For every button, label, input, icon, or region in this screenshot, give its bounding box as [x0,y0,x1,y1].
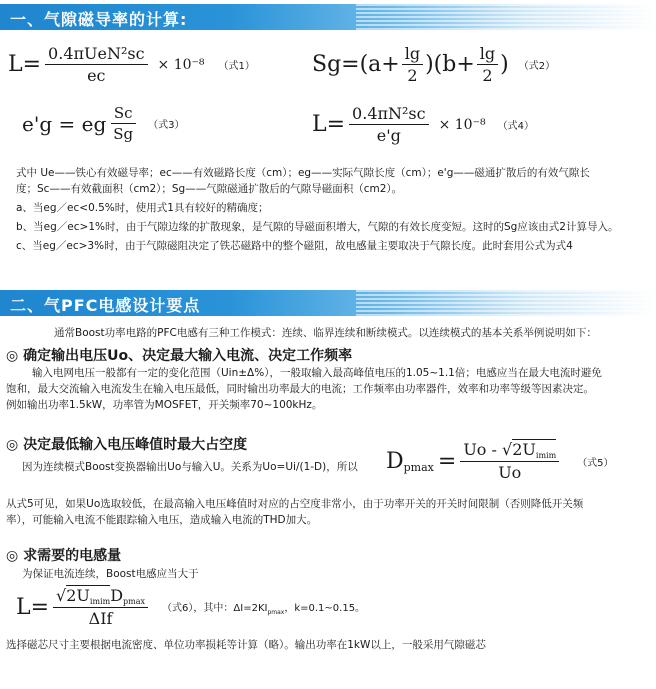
eq5-lhs-subscript: pmax [403,460,434,474]
paragraph-input-range-line-3: 例如输出功率1.5kW，功率管为MOSFET，开关频率70~100kHz。 [6,399,323,411]
eq1-label: （式1） [218,61,255,72]
eq6-radicand [66,585,110,605]
banner-stripes [356,4,656,30]
eq4-denominator: e'g [376,126,401,145]
eq3-label: （式3） [148,120,185,131]
condition-b: b、当eg／ec>1%时，由于气隙边缘的扩散现象，是气隙的导磁面积增大，气隙的有效长度变短。这时的Sg应该由式2计算导入。 [16,221,619,233]
eq5-numerator [460,440,559,462]
eq2-f2-numerator: lg [477,44,498,65]
eq1-lhs: L= [8,52,42,77]
eq2-mid: )(b+ [425,52,475,77]
eq2-f2-denominator: 2 [482,66,493,85]
equation-2 [312,44,555,85]
banner-stripes [356,290,656,316]
definitions-line-1: 式中 Ue——铁心有效磁导率；ec——有效磁路长度（cm）；eg——实际气隙长度（cm）；e'g——磁通扩散后的有效气隙长 [16,167,590,179]
eq6-label-tail: ，k=0.1~0.15。 [284,602,366,614]
definitions-block [16,165,652,254]
sqrt-icon: √ [502,440,513,459]
eq5-radicand [512,439,556,459]
condition-a: a、当eg／ec<0.5%时，使用式1具有较好的精确度； [16,202,269,214]
eq1-denominator: ec [87,66,106,85]
definitions-line-2: 度；Sc——有效截面积（cm2）；Sg——气隙磁通扩散后的气隙导磁面积（cm2）。 [16,183,403,195]
sqrt-icon: √ [56,586,67,605]
eq4-multiplier: × 10⁻⁸ [438,116,486,133]
eq1-fraction [45,44,148,85]
paragraph-eq5-note [6,496,654,528]
eq5-lhs [386,449,434,474]
eq4-lhs: L= [312,112,346,137]
eq6-denominator: ΔIf [88,609,113,628]
paragraph-boost-relation: 因为连续模式Boost变换器输出Uo与输入U。关系为Uo=Ui/(1-D)，所以 [22,461,358,473]
eq5-label: （式5） [577,457,614,469]
equation-6 [16,586,365,628]
eq2-label: （式2） [518,61,556,72]
eq2-fraction-2 [477,44,498,85]
eq2-f1-denominator: 2 [407,66,418,85]
eq5-numerator-b: 2U [512,440,536,459]
eq5-numerator-a: Uo - [463,440,497,459]
condition-c: c、当eg／ec>3%时，由于气隙磁阻决定了铁芯磁路中的整个磁阻，故电感量主要取决于气隙长度。此时套用公式为式4 [16,240,573,252]
eq3-numerator: Sc [111,104,136,124]
eq3-fraction [110,104,136,143]
eq5-fraction [460,440,559,482]
section-title-2: 二、气PFC电感设计要点 [10,296,201,315]
equation-5 [386,440,614,482]
heading-output-voltage: ◎ 确定输出电压Uo、决定最大输入电流、决定工作频率 [6,348,353,364]
section-banner-1 [0,4,656,30]
eq5-numerator-b-subscript: imim [535,451,557,460]
paragraph-eq5-note-line-1: 从式5可见，如果Uo选取较低，在最高输入电压峰值时对应的占空度非常小，由于功率开关的开关时间限制（否则降低开关频 [6,498,584,510]
paragraph-input-range [6,365,654,413]
eq6-lhs: L= [16,594,50,620]
eq6-numerator-a-subscript: imim [89,597,111,606]
eq2-f1-numerator: lg [402,44,423,65]
eq4-label: （式4） [497,121,534,132]
eq1-multiplier: × 10⁻⁸ [157,56,205,73]
eq1-numerator: 0.4πUeN²sc [45,44,148,65]
equation-1 [8,44,255,85]
eq3-lhs: e'g = eg [22,111,107,136]
eq4-numerator: 0.4πN²sc [349,104,429,125]
eq2-rhs: ) [500,52,509,77]
eq5-denominator: Uo [498,463,522,482]
eq6-label [162,599,365,616]
eq6-numerator-a: 2U [66,586,90,605]
section-banner-2 [0,290,656,316]
paragraph-core-selection: 选择磁芯尺寸主要根据电流密度、单位功率损耗等计算（略）。输出功率在1kW以上，一般采用气隙磁芯 [6,639,486,651]
eq6-fraction [53,586,148,628]
eq6-numerator-b: D [110,586,124,605]
equation-3 [22,104,185,143]
eq4-fraction [349,104,429,145]
equation-4 [312,104,534,145]
paragraph-eq5-note-line-2: 率），可能输入电流不能跟踪输入电压，造成输入电流的THD加大。 [6,514,318,526]
eq6-numerator-b-subscript: pmax [123,597,146,606]
paragraph-input-range-line-1: 输入电网电压一般都有一定的变化范围（Uin±Δ%），一般取输入最高峰值电压的1.05~1.1倍；电感应当在最大电流时避免 [32,367,602,379]
heading-max-duty: ◎ 决定最低输入电压峰值时最大占空度 [6,437,248,453]
eq3-denominator: Sg [113,125,134,143]
eq5-lhs-symbol: D [386,448,404,474]
section-title-1: 一、气隙磁导率的计算: [10,10,188,29]
eq6-label-main: （式6），其中：ΔI=2KI [162,602,268,614]
paragraph-continuous-current: 为保证电流连续，Boost电感应当大于 [22,568,199,580]
intro-paragraph: 通常Boost功率电路的PFC电感有三种工作模式：连续、临界连续和断续模式。以连续模式的基本关系举例说明如下： [54,327,597,339]
eq2-lhs: Sg=(a+ [312,52,400,77]
eq6-label-subscript: pmax [267,608,285,616]
eq6-numerator [53,586,148,608]
heading-inductance: ◎ 求需要的电感量 [6,548,122,564]
eq5-equals: = [437,448,457,474]
paragraph-input-range-line-2: 饱和，最大交流输入电流发生在输入电压最低，同时输出功率最大的电流；工作频率由功率器件，效率和功率等级等因素决定。 [6,383,594,395]
eq2-fraction-1 [402,44,423,85]
